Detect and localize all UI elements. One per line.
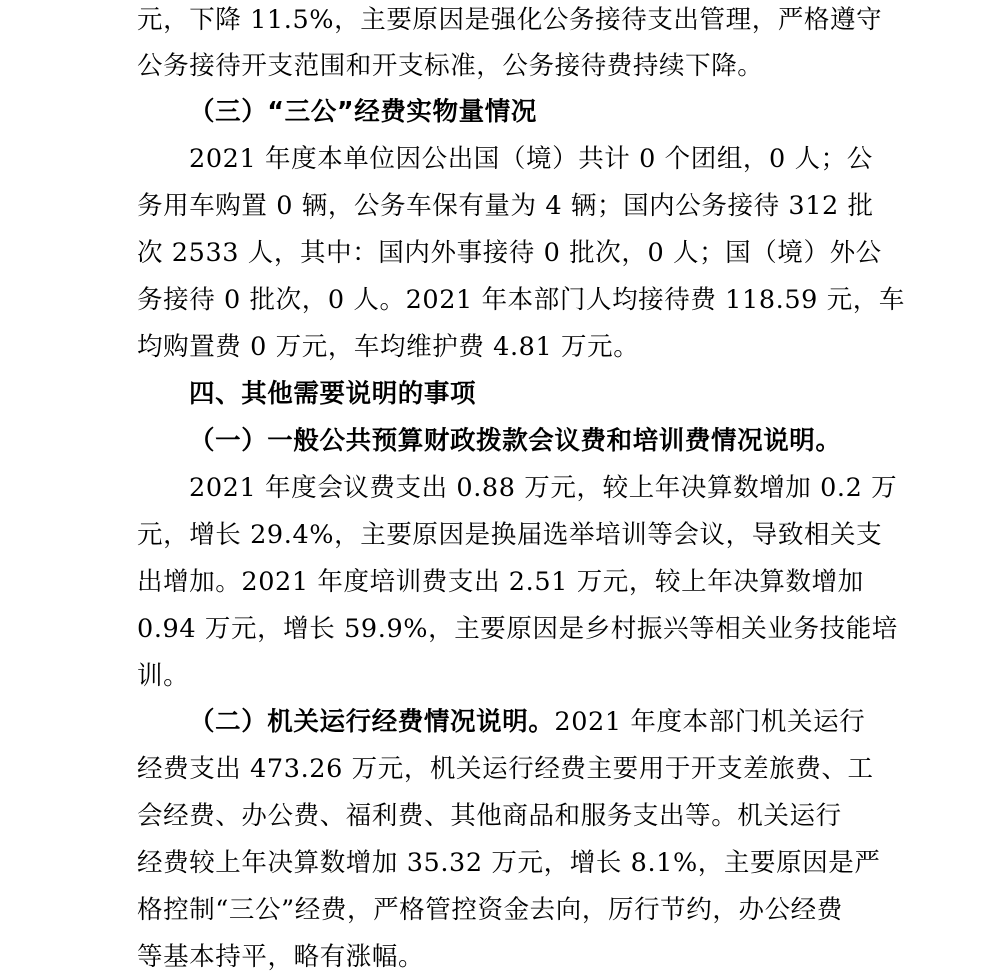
subheading-three-public-quantity: （三）“三公”经费实物量情况 <box>189 97 537 127</box>
p4-lead-heading: （二）机关运行经费情况说明。 <box>189 707 555 737</box>
p3-line-1: 2021 年度会议费支出 0.88 万元，较上年决算数增加 0.2 万 <box>189 473 898 503</box>
p1-line-2: 公务接待开支范围和开支标准，公务接待费持续下降。 <box>137 51 764 81</box>
section-heading-other-matters: 四、其他需要说明的事项 <box>189 379 477 409</box>
p4-line-6: 等基本持平，略有涨幅。 <box>137 942 425 972</box>
p2-line-2: 务用车购置 0 辆，公务车保有量为 4 辆；国内公务接待 312 批 <box>137 191 874 221</box>
p2-line-3: 次 2533 人，其中：国内外事接待 0 批次，0 人；国（境）外公 <box>137 238 882 268</box>
p4-line-1 <box>189 707 865 737</box>
p4-line-1-text: 2021 年度本部门机关运行 <box>554 707 866 737</box>
subheading-meeting-training: （一）一般公共预算财政拨款会议费和培训费情况说明。 <box>189 426 842 456</box>
p3-line-3: 出增加。2021 年度培训费支出 2.51 万元，较上年决算数增加 <box>137 567 864 597</box>
p2-line-4: 务接待 0 批次，0 人。2021 年本部门人均接待费 118.59 元，车 <box>137 285 906 315</box>
p2-line-5: 均购置费 0 万元，车均维护费 4.81 万元。 <box>137 332 640 362</box>
p4-line-3: 会经费、办公费、福利费、其他商品和服务支出等。机关运行 <box>137 801 842 831</box>
p3-line-4: 0.94 万元，增长 59.9%，主要原因是乡村振兴等相关业务技能培 <box>137 614 898 644</box>
p4-line-4: 经费较上年决算数增加 35.32 万元，增长 8.1%，主要原因是严 <box>137 848 881 878</box>
p3-line-5: 训。 <box>137 661 190 691</box>
p1-line-1: 元，下降 11.5%，主要原因是强化公务接待支出管理，严格遵守 <box>137 5 883 35</box>
p3-line-2: 元，增长 29.4%，主要原因是换届选举培训等会议，导致相关支 <box>137 520 883 550</box>
p4-line-5: 格控制“三公”经费，严格管控资金去向，厉行节约，办公经费 <box>137 895 843 925</box>
p2-line-1: 2021 年度本单位因公出国（境）共计 0 个团组，0 人；公 <box>189 144 873 174</box>
p4-line-2: 经费支出 473.26 万元，机关运行经费主要用于开支差旅费、工 <box>137 754 874 784</box>
